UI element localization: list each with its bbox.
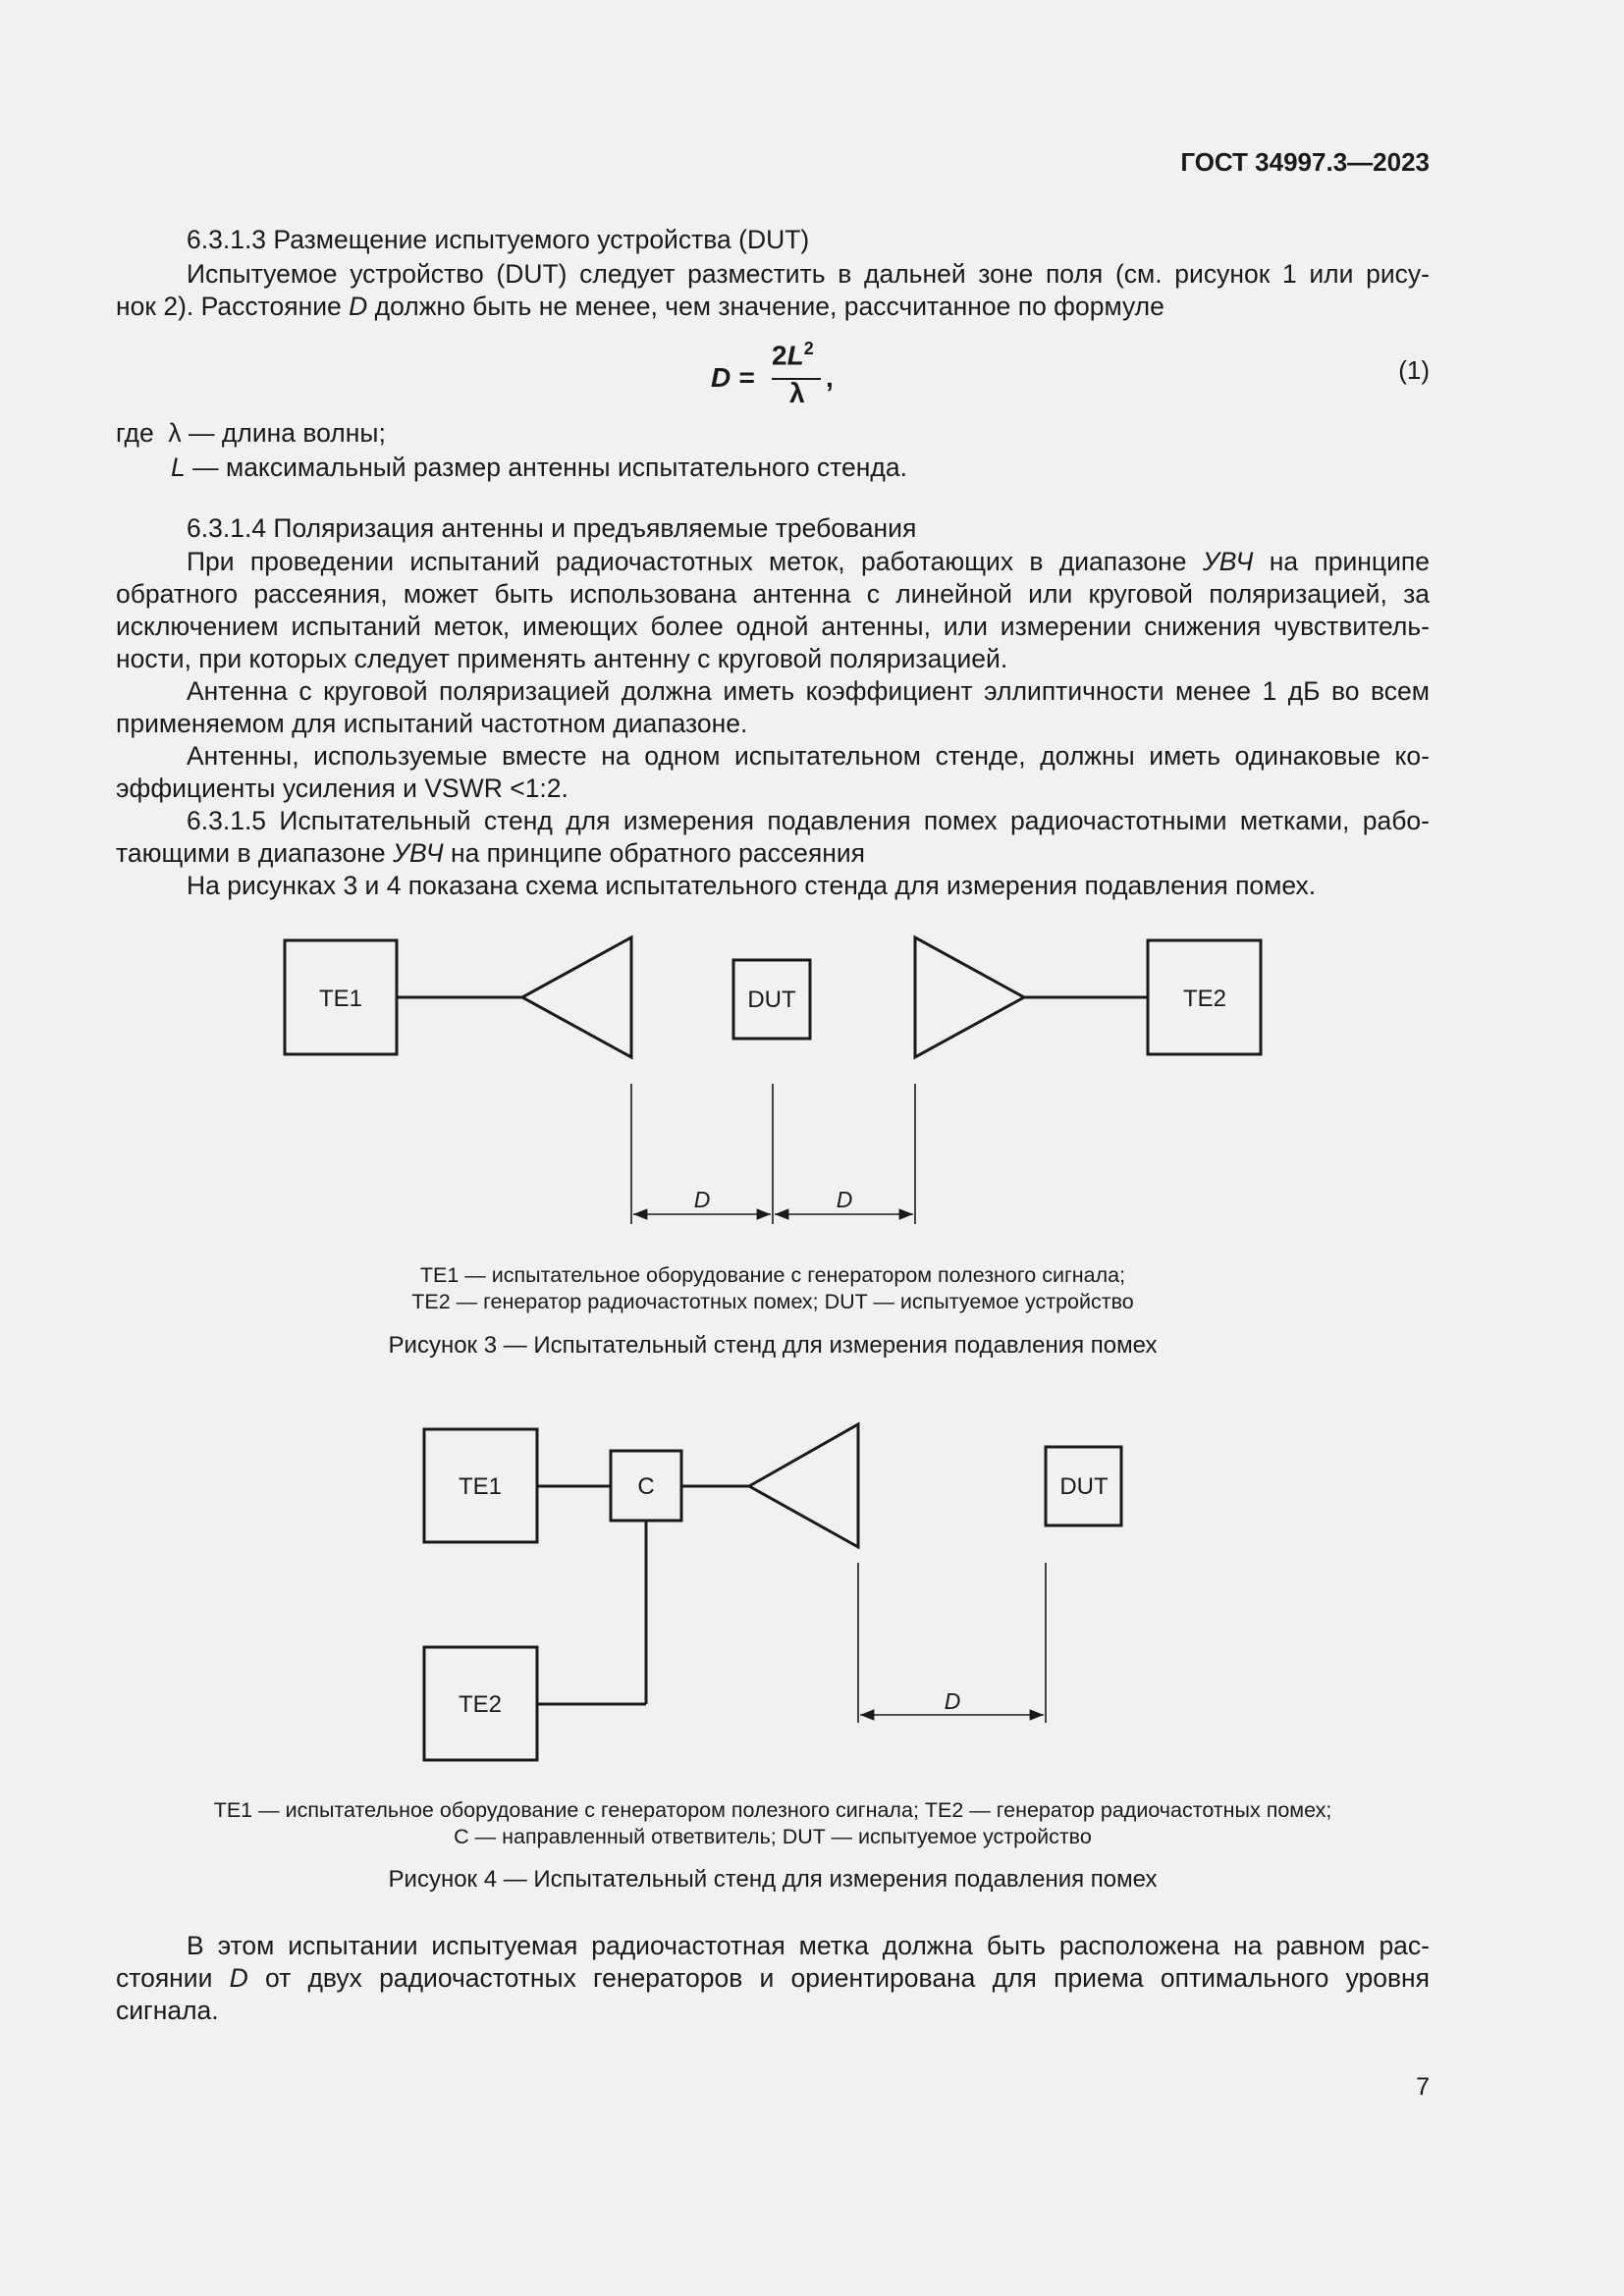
- figure-4-legend: [116, 1797, 1430, 1850]
- variable-d: D: [229, 1963, 248, 1993]
- coupler-label: C: [637, 1473, 655, 1500]
- formula-denominator: λ: [789, 378, 805, 408]
- text-run: В этом испытании испытуемая радиочастотная метка должна быть расположена на равном рас-стоянии: [116, 1931, 1430, 1993]
- figure-3-legend: [116, 1262, 1430, 1315]
- lambda-symbol: λ: [168, 418, 182, 448]
- distance-d2-label: D: [836, 1187, 853, 1212]
- formula-coef: 2: [772, 340, 787, 371]
- l-symbol: L: [171, 453, 186, 482]
- figure-3-caption: Рисунок 3 — Испытательный стенд для измерения подавления помех: [388, 1332, 1158, 1359]
- uhf-term: УВЧ: [1202, 547, 1254, 576]
- distance-d-label: D: [944, 1688, 961, 1714]
- legend-line: TE2 — генератор радиочастотных помех; DUT — испытуемое устройство: [411, 1290, 1134, 1313]
- formula-exponent: 2: [803, 339, 814, 358]
- te1-label: TE1: [318, 986, 363, 1012]
- figure-4-diagram: [424, 1424, 1121, 1760]
- antenna-left-icon: [522, 937, 631, 1057]
- page-number: 7: [1416, 2073, 1430, 2101]
- lambda-description: — длина волны;: [181, 418, 386, 448]
- text-run: нок 2). Расстояние: [116, 292, 350, 321]
- te2-label: TE2: [1182, 986, 1227, 1012]
- legend-line: TE1 — испытательное оборудование с генератором полезного сигнала;: [419, 1263, 1126, 1287]
- text-run: на принципе обратного рассеяния: [443, 838, 865, 868]
- where-prefix: где: [116, 418, 154, 448]
- paragraph: Антенны, используемые вместе на одном испытательном стенде, должны иметь одинаковые ко-эффициенты усиления и VSWR <1:2.: [116, 741, 1430, 803]
- paragraph: Антенна с круговой поляризацией должна иметь коэффициент эллиптичности менее 1 дБ во всем применяемом для испытаний частотном диапазоне.: [116, 676, 1430, 738]
- te2-label: TE2: [458, 1691, 503, 1718]
- te1-label: TE1: [458, 1473, 503, 1500]
- section-6-3-1-4-title: 6.3.1.4 Поляризация антенны и предъявляемые требования: [187, 513, 917, 543]
- document-header: ГОСТ 34997.3—2023: [1180, 147, 1430, 177]
- dut-label: DUT: [1059, 1473, 1109, 1500]
- formula-number: (1): [1398, 355, 1430, 385]
- formula-lhs: D =: [711, 362, 755, 393]
- paragraph: На рисунках 3 и 4 показана схема испытательного стенда для измерения подавления помех.: [187, 871, 1317, 900]
- antenna-icon: [749, 1424, 858, 1547]
- variable-d: D: [349, 292, 368, 321]
- legend-line: TE1 — испытательное оборудование с генератором полезного сигнала; TE2 — генератор радиочастотных помех;: [213, 1798, 1332, 1822]
- distance-d1-label: D: [693, 1187, 711, 1212]
- section-6-3-1-3-title: 6.3.1.3 Размещение испытуемого устройства (DUT): [187, 225, 810, 254]
- text-run: должно быть не менее, чем значение, рассчитанное по формуле: [367, 292, 1164, 321]
- uhf-term: УВЧ: [393, 838, 444, 868]
- text-run: на принципе обратного рассеяния, может быть использована антенна с линейной или круговой поляризацией, за исключением испытаний меток, имеющих более одной антенны, или измерении снижения чувствитель-ности, при которых следует применять антенну с круговой поляризацией.: [116, 547, 1430, 673]
- paragraph-line: Испытуемое устройство (DUT) следует разместить в дальней зоне поля (см. рисунок 1 или рису-: [187, 259, 1430, 289]
- formula-var-l: L: [786, 340, 804, 371]
- text-run: от двух радиочастотных генераторов и ориентирована для приема оптимального уровня сигнала.: [116, 1963, 1431, 2025]
- closing-paragraph: [116, 1930, 1430, 2027]
- dut-label: DUT: [747, 987, 796, 1013]
- figure-4-caption: Рисунок 4 — Испытательный стенд для измерения подавления помех: [388, 1866, 1158, 1893]
- text-run: 6.3.1.5 Испытательный стенд для измерения подавления помех радиочастотными метками, рабо-тающими в диапазоне: [116, 806, 1430, 868]
- l-description: — максимальный размер антенны испытательного стенда.: [185, 453, 907, 482]
- text-run: При проведении испытаний радиочастотных меток, работающих в диапазоне: [187, 547, 1203, 576]
- formula-comma: ,: [826, 362, 834, 393]
- antenna-right-icon: [915, 937, 1024, 1057]
- legend-line: C — направленный ответвитель; DUT — испытуемое устройство: [454, 1825, 1092, 1848]
